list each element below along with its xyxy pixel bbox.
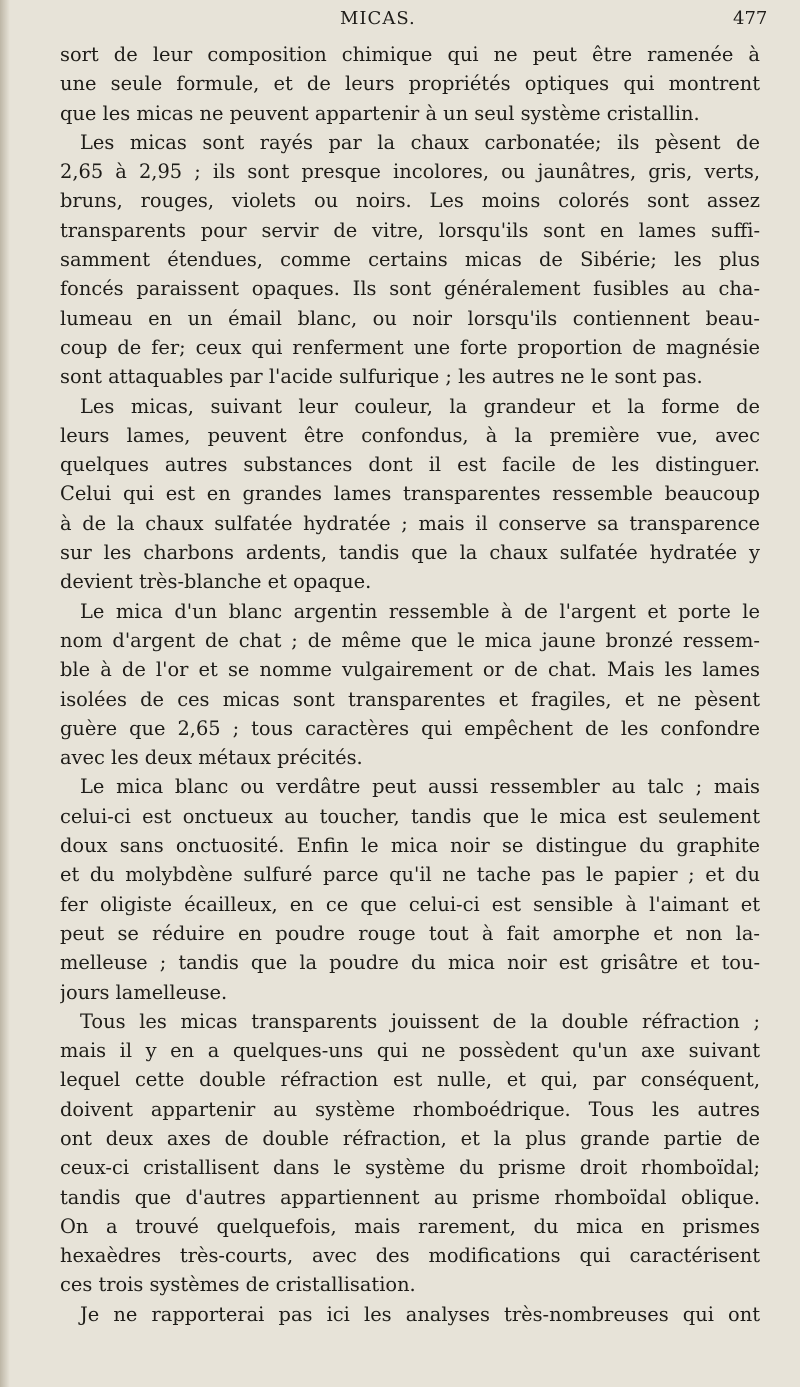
text-line: nom d'argent de chat ; de même que le mica jaune bronzé ressem- <box>60 628 760 652</box>
text-line: quelques autres substances dont il est facile de les distinguer. <box>60 453 760 477</box>
text-line: Tous les micas transparents jouissent de la double réfraction ; <box>80 1009 760 1033</box>
text-line: ces trois systèmes de cristallisation. <box>60 1273 416 1297</box>
text-line: ceux-ci cristallisent dans le système du prisme droit rhomboïdal; <box>60 1156 760 1180</box>
text-line: On a trouvé quelquefois, mais rarement, du mica en prismes <box>60 1214 760 1238</box>
text-line: Celui qui est en grandes lames transparentes ressemble beaucoup <box>60 482 760 506</box>
text-line: samment étendues, comme certains micas de Sibérie; les plus <box>60 248 760 272</box>
running-head: MICAS. <box>340 8 416 29</box>
text-line: celui-ci est onctueux au toucher, tandis que le mica est seulement <box>60 804 760 828</box>
page-header <box>0 6 800 36</box>
text-line: Les micas sont rayés par la chaux carbonatée; ils pèsent de <box>80 130 760 154</box>
text-line: isolées de ces micas sont transparentes et fragiles, et ne pèsent <box>60 687 760 711</box>
text-line: Les micas, suivant leur couleur, la grandeur et la forme de <box>80 394 760 418</box>
text-line: Le mica blanc ou verdâtre peut aussi ressembler au talc ; mais <box>80 775 760 799</box>
text-line: coup de fer; ceux qui renferment une forte proportion de magnésie <box>60 335 760 359</box>
text-line: Je ne rapporterai pas ici les analyses très-nombreuses qui ont <box>80 1302 760 1326</box>
text-line: lumeau en un émail blanc, ou noir lorsqu'ils contiennent beau- <box>60 306 760 330</box>
page-binding-edge <box>0 0 10 1387</box>
text-line: Le mica d'un blanc argentin ressemble à de l'argent et porte le <box>80 599 760 623</box>
text-line: bruns, rouges, violets ou noirs. Les moins colorés sont assez <box>60 189 760 213</box>
text-line: avec les deux métaux précités. <box>60 746 363 770</box>
body-text <box>60 40 760 1329</box>
text-line: foncés paraissent opaques. Ils sont généralement fusibles au cha- <box>60 277 760 301</box>
text-line: guère que 2,65 ; tous caractères qui empêchent de les confondre <box>60 716 760 740</box>
text-line: hexaèdres très-courts, avec des modifications qui caractérisent <box>60 1244 760 1268</box>
text-line: sur les charbons ardents, tandis que la chaux sulfatée hydratée y <box>60 541 760 565</box>
text-line: sont attaquables par l'acide sulfurique ; les autres ne le sont pas. <box>60 365 703 389</box>
text-line: que les micas ne peuvent appartenir à un seul système cristallin. <box>60 101 700 125</box>
text-line: melleuse ; tandis que la poudre du mica noir est grisâtre et tou- <box>60 951 760 975</box>
text-line: doivent appartenir au système rhomboédrique. Tous les autres <box>60 1097 760 1121</box>
text-line: jours lamelleuse. <box>60 980 228 1004</box>
text-line: ble à de l'or et se nomme vulgairement or de chat. Mais les lames <box>60 658 760 682</box>
text-line: doux sans onctuosité. Enfin le mica noir se distingue du graphite <box>60 834 760 858</box>
text-line: ont deux axes de double réfraction, et la plus grande partie de <box>60 1126 760 1150</box>
text-line: et du molybdène sulfuré parce qu'il ne tache pas le papier ; et du <box>60 863 760 887</box>
text-line: 2,65 à 2,95 ; ils sont presque incolores, ou jaunâtres, gris, verts, <box>60 160 760 184</box>
text-line: mais il y en a quelques-uns qui ne possèdent qu'un axe suivant <box>60 1039 760 1063</box>
text-line: lequel cette double réfraction est nulle, et qui, par conséquent, <box>60 1068 760 1092</box>
text-line: sort de leur composition chimique qui ne peut être ramenée à <box>60 43 760 66</box>
text-line: une seule formule, et de leurs propriétés optiques qui montrent <box>60 72 760 96</box>
text-line: peut se réduire en poudre rouge tout à fait amorphe et non la- <box>60 921 760 945</box>
text-line: fer oligiste écailleux, en ce que celui-ci est sensible à l'aimant et <box>60 892 760 916</box>
text-line: transparents pour servir de vitre, lorsqu'ils sont en lames suffi- <box>60 218 760 242</box>
text-line: à de la chaux sulfatée hydratée ; mais il conserve sa transparence <box>60 511 760 535</box>
text-line: leurs lames, peuvent être confondus, à la première vue, avec <box>60 423 760 447</box>
text-line: devient très-blanche et opaque. <box>60 570 372 594</box>
text-line: tandis que d'autres appartiennent au prisme rhomboïdal oblique. <box>60 1185 760 1209</box>
page-number: 477 <box>733 8 768 29</box>
